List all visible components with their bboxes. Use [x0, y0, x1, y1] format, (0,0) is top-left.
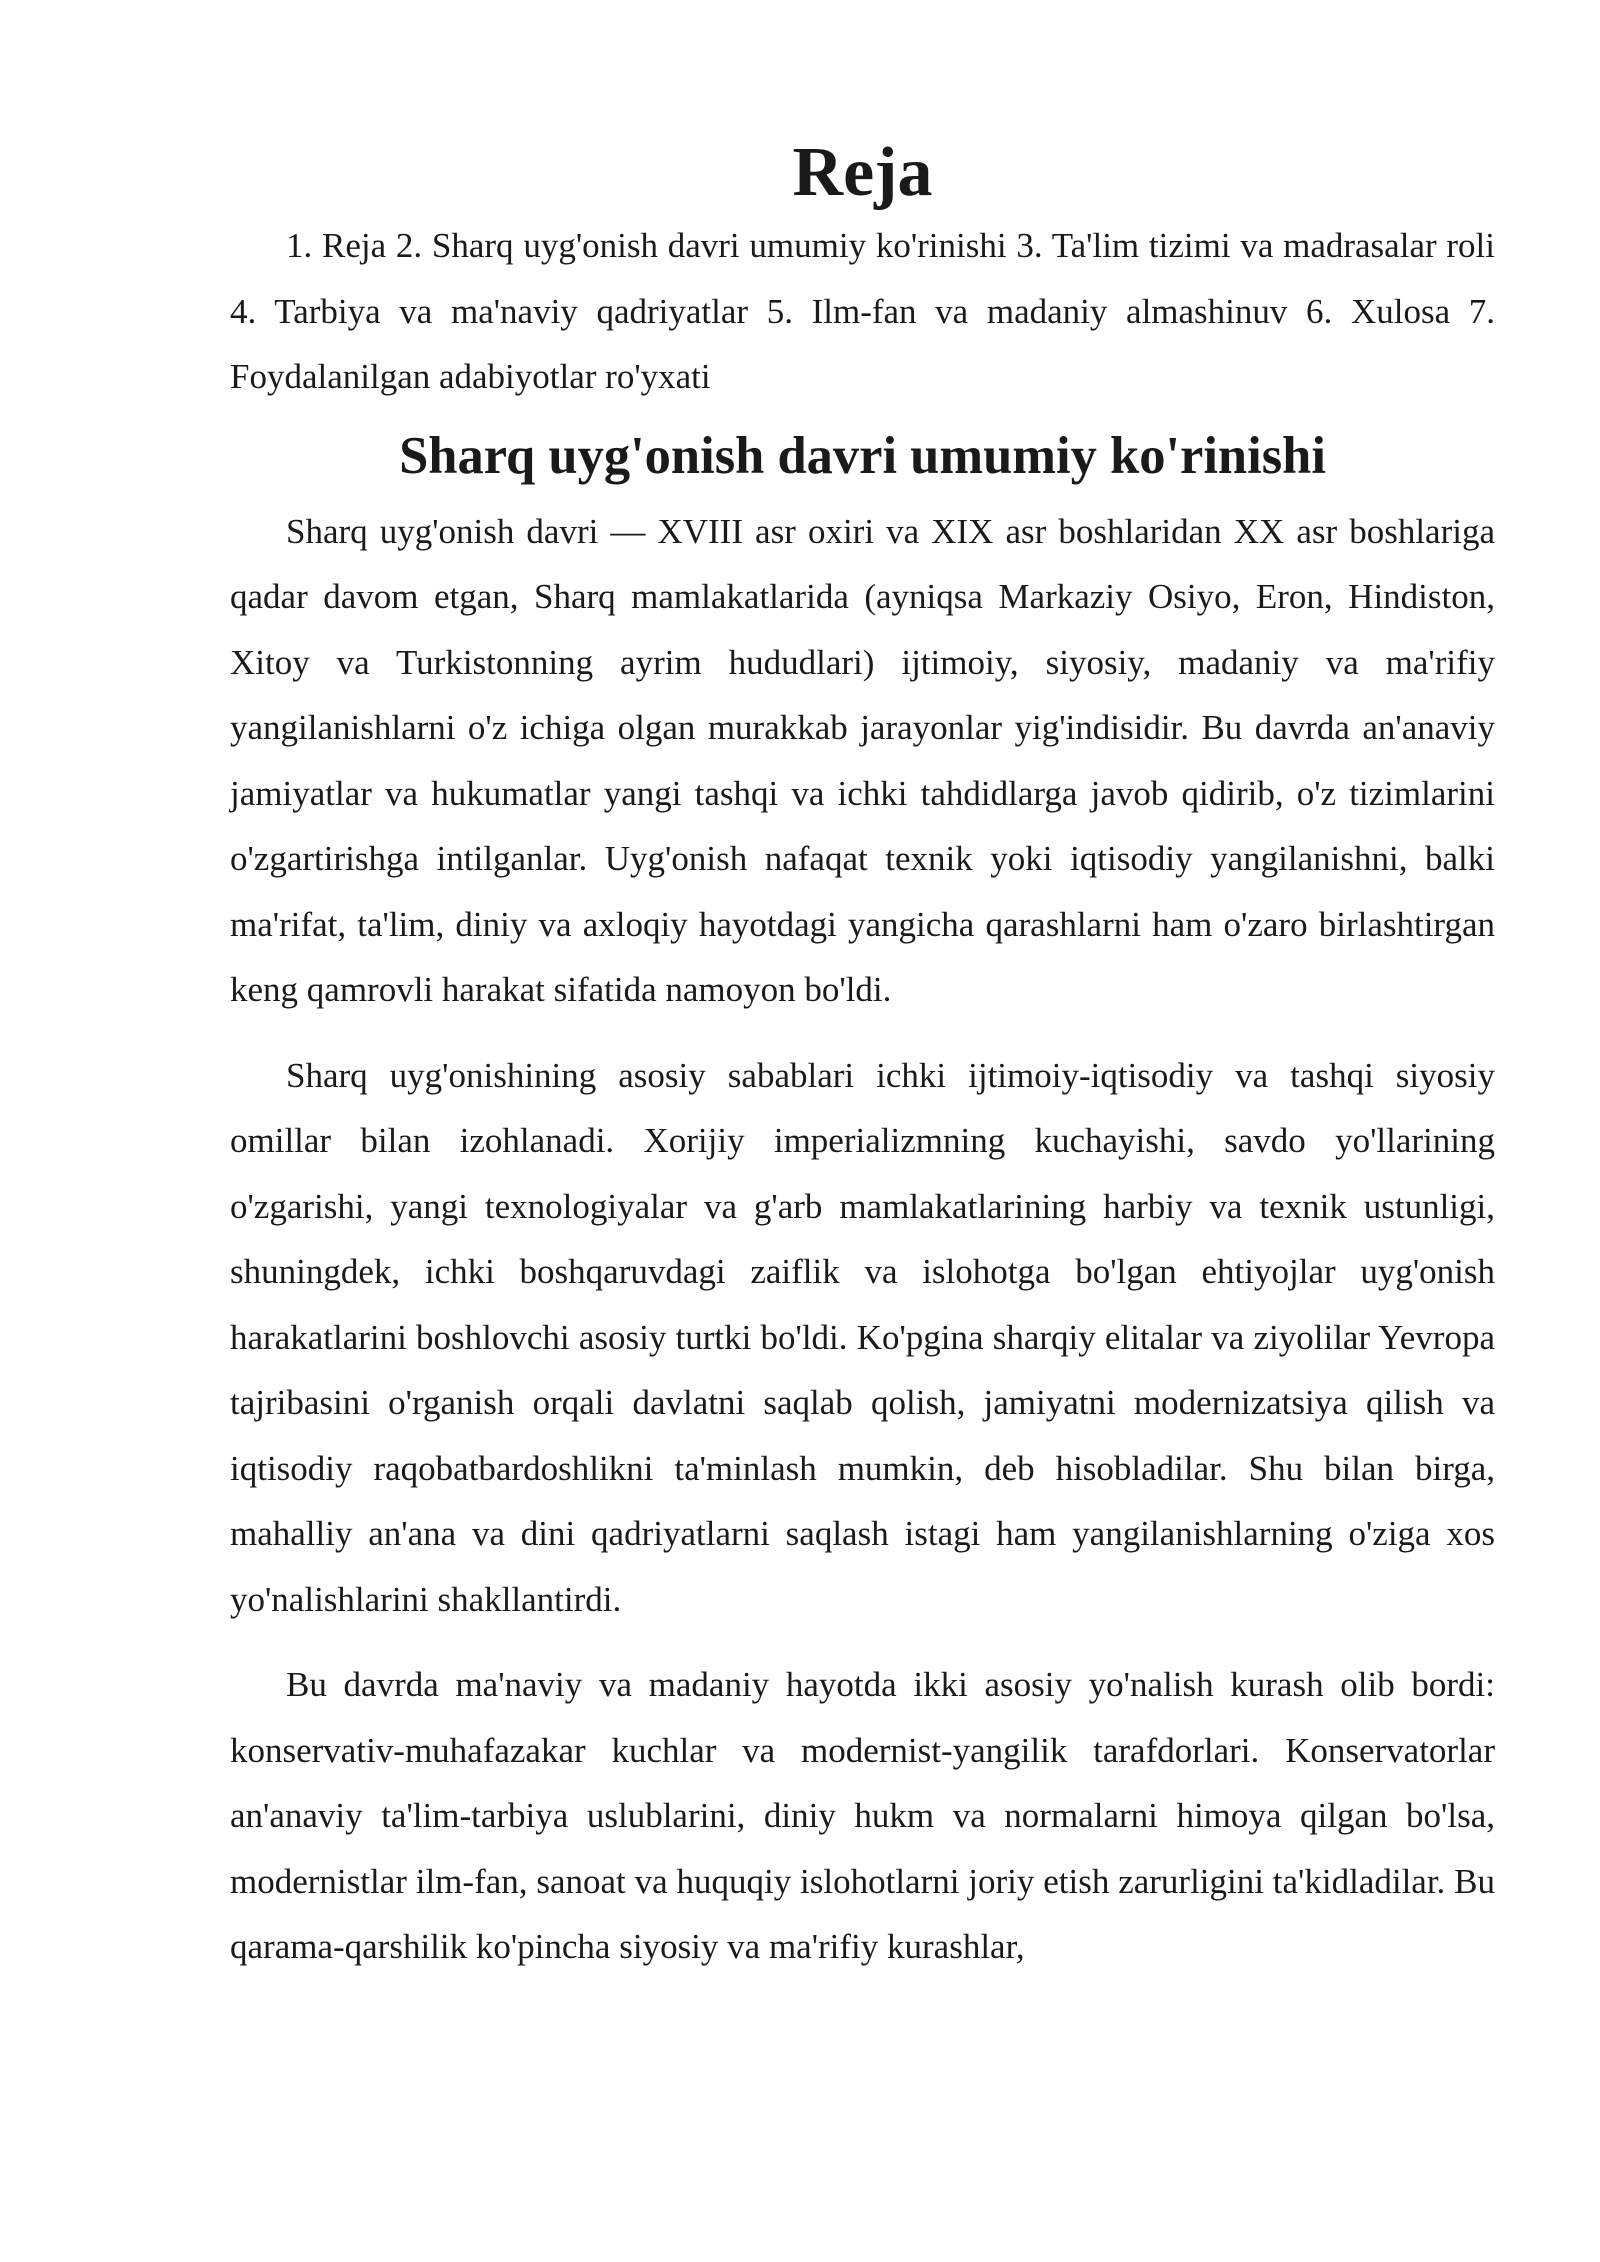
- document-page: [230, 134, 1495, 2000]
- plan-list: 1. Reja 2. Sharq uyg'onish davri umumiy ko'rinishi 3. Ta'lim tizimi va madrasalar roli 4. Tarbiya va ma'naviy qadriyatlar 5. Ilm-fan va madaniy almashinuv 6. Xulosa 7. Foydalanilgan adabiyotlar ro'yxati: [230, 226, 1495, 396]
- plan-heading: Reja: [792, 134, 933, 211]
- paragraph-3: Bu davrda ma'naviy va madaniy hayotda ikki asosiy yo'nalish kurash olib bordi: konservativ-muhafazakar kuchlar va modernist-yangilik tarafdorlari. Konservatorlar an'anaviy ta'lim-tarbiya uslublarini, diniy hukm va normalarni himoya qilgan bo'lsa, modernistlar ilm-fan, sanoat va huquqiy islohotlarni joriy etish zarurligini ta'kidladilar. Bu qarama-qarshilik ko'pincha siyosiy va ma'rifiy kurashlar,: [230, 1665, 1495, 1966]
- section-heading: Sharq uyg'onish davri umumiy ko'rinishi: [399, 426, 1326, 485]
- paragraph-1: Sharq uyg'onish davri — XVIII asr oxiri va XIX asr boshlaridan XX asr boshlariga qadar davom etgan, Sharq mamlakatlarida (ayniqsa Markaziy Osiyo, Eron, Hindiston, Xitoy va Turkistonning ayrim hududlari) ijtimoiy, siyosiy, madaniy va ma'rifiy yangilanishlarni o'z ichiga olgan murakkab jarayonlar yig'indisidir. Bu davrda an'anaviy jamiyatlar va hukumatlar yangi tashqi va ichki tahdidlarga javob qidirib, o'z tizimlarini o'zgartirishga intilganlar. Uyg'onish nafaqat texnik yoki iqtisodiy yangilanishni, balki ma'rifat, ta'lim, diniy va axloqiy hayotdagi yangicha qarashlarni ham o'zaro birlashtirgan keng qamrovli harakat sifatida namoyon bo'ldi.: [230, 511, 1495, 1009]
- paragraph-2: Sharq uyg'onishining asosiy sabablari ichki ijtimoiy-iqtisodiy va tashqi siyosiy omillar bilan izohlanadi. Xorijiy imperializmning kuchayishi, savdo yo'llarining o'zgarishi, yangi texnologiyalar va g'arb mamlakatlarining harbiy va texnik ustunligi, shuningdek, ichki boshqaruvdagi zaiflik va islohotga bo'lgan ehtiyojlar uyg'onish harakatlarini boshlovchi asosiy turtki bo'ldi. Ko'pgina sharqiy elitalar va ziyolilar Yevropa tajribasini o'rganish orqali davlatni saqlab qolish, jamiyatni modernizatsiya qilish va iqtisodiy raqobatbardoshlikni ta'minlash mumkin, deb hisobladilar. Shu bilan birga, mahalliy an'ana va dini qadriyatlarni saqlash istagi ham yangilanishlarning o'ziga xos yo'nalishlarini shakllantirdi.: [230, 1055, 1495, 1619]
